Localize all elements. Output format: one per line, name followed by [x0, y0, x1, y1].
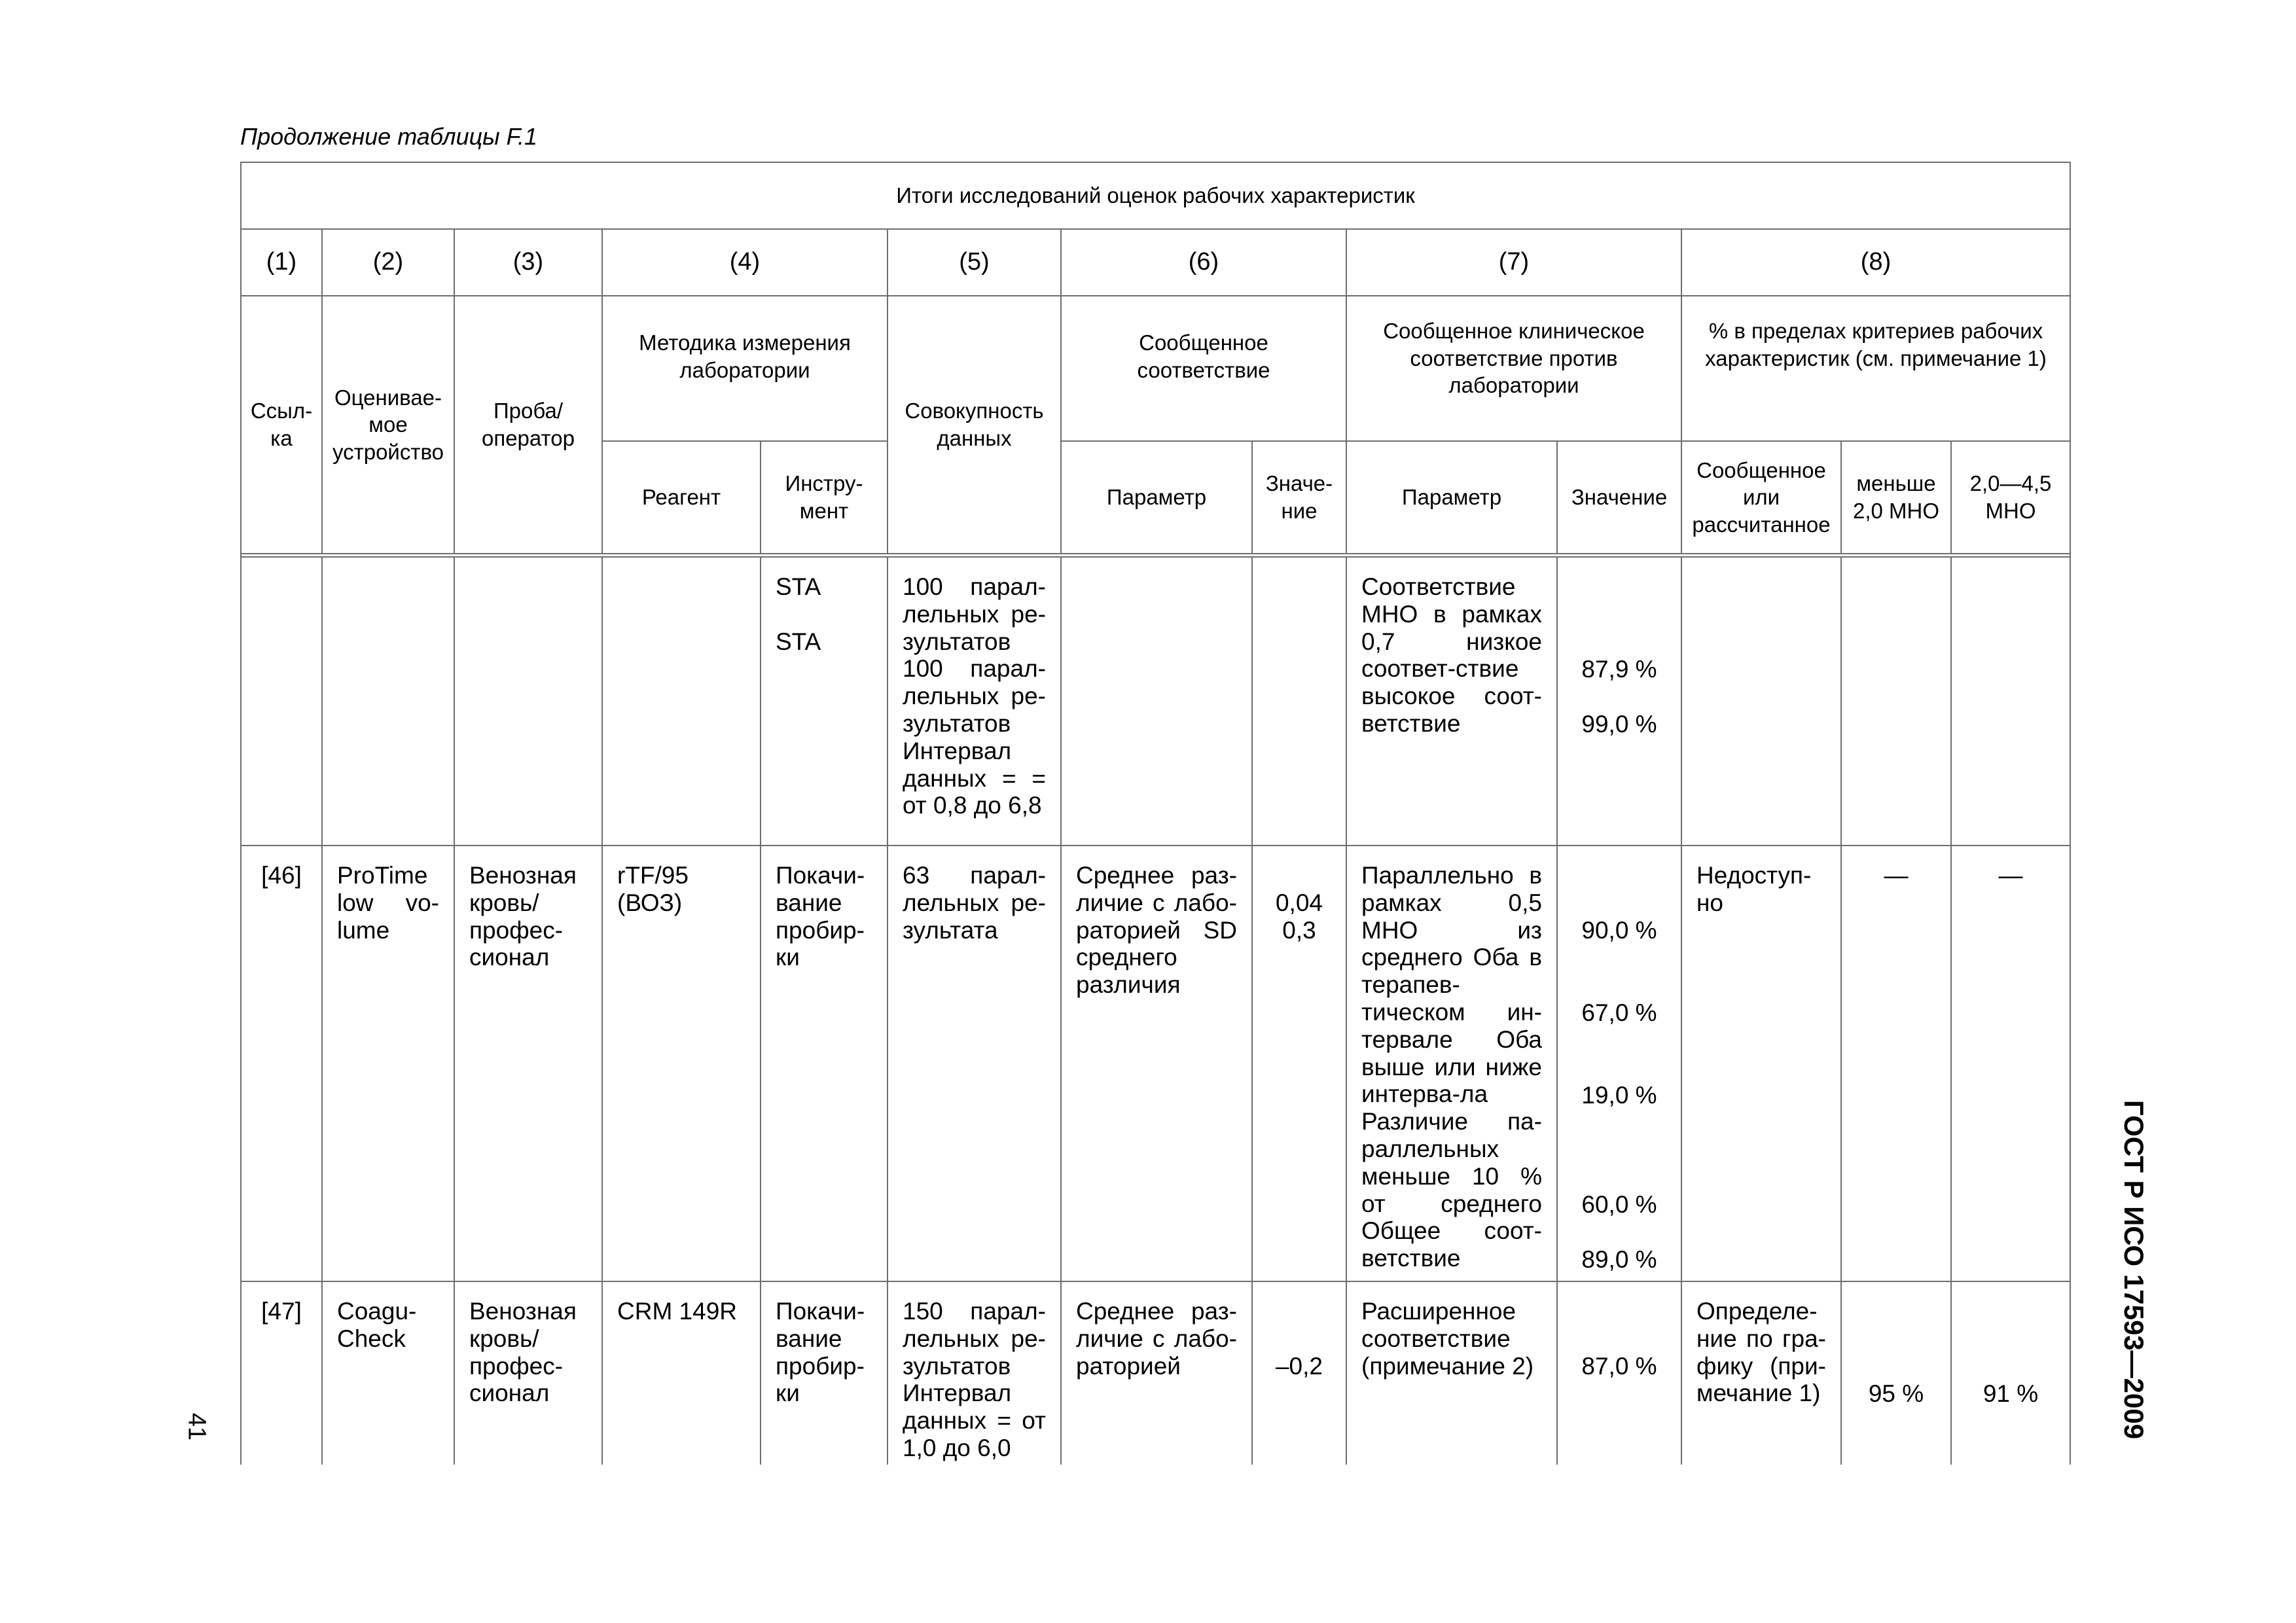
device-cell: Coagu-Check — [322, 1281, 454, 1465]
sample-cell: Венозная кровь/ профес-сионал — [454, 846, 602, 1281]
document-standard-label — [2108, 1086, 2160, 1453]
instrument-cell: Покачи-вание пробир-ки — [761, 846, 888, 1281]
header-clinical-param: Параметр — [1346, 441, 1557, 554]
header-clinical: Сообщенное клиническое соответствие против лаборатории — [1346, 296, 1681, 441]
criteria-range-cell: 91 % — [1951, 1281, 2070, 1465]
reagent-cell: rTF/95 (ВОЗ) — [602, 846, 761, 1281]
header-reported-value: Значе-ние — [1252, 441, 1346, 554]
col-number: (7) — [1346, 229, 1681, 296]
reported-param-cell: Среднее раз-личие с лабо-раторией SD среднего различия — [1061, 846, 1252, 1281]
header-ref: Ссыл-ка — [241, 296, 322, 554]
instrument-cell — [761, 557, 888, 846]
ref-cell: [46] — [241, 846, 322, 1281]
header-criteria: % в пределах критериев рабочих характеристик (см. примечание 1) — [1681, 296, 2070, 441]
criteria-lt2-cell: — — [1841, 846, 1951, 1281]
col-number: (8) — [1681, 229, 2070, 296]
header-sample: Проба/ оператор — [454, 296, 602, 554]
header-reagent: Реагент — [602, 441, 761, 554]
table-caption: Продолжение таблицы F.1 — [240, 123, 538, 150]
header-device: Оценивае-мое устройство — [322, 296, 454, 554]
criteria-range-cell: — — [1951, 846, 2070, 1281]
header-clinical-value: Значение — [1557, 441, 1681, 554]
clinical-param-cell: Расширенное соответствие (примечание 2) — [1346, 1281, 1557, 1465]
table-title: Итоги исследований оценок рабочих характеристик — [241, 162, 2070, 229]
header-criteria-reported: Сообщенное или рассчитанное — [1681, 441, 1841, 554]
col-number: (2) — [322, 229, 454, 296]
instrument-value: STA — [776, 573, 821, 600]
col-number: (6) — [1061, 229, 1346, 296]
sample-cell: Венозная кровь/ профес-сионал — [454, 1281, 602, 1465]
clinical-value-cell: 87,9 % 99,0 % — [1557, 557, 1681, 846]
instrument-value: STA — [776, 628, 821, 655]
clinical-value-cell: 87,0 % — [1557, 1281, 1681, 1465]
criteria-lt2-cell: 95 % — [1841, 1281, 1951, 1465]
standard-code: ГОСТ Р ИСО 17593—2009 — [2119, 1099, 2149, 1440]
col-number: (4) — [602, 229, 888, 296]
dataset-cell: 63 парал-лельных ре-зультата — [888, 846, 1061, 1281]
header-dataset: Совокупность данных — [888, 296, 1061, 554]
header-reported: Сообщенное соответствие — [1061, 296, 1346, 441]
page-number-text: 41 — [183, 1412, 211, 1441]
table-row — [241, 557, 2070, 846]
reported-param-cell: Среднее раз-личие с лабо-раторией — [1061, 1281, 1252, 1465]
dataset-cell: 150 парал-лельных ре-зультатов Интервал данных = от 1,0 до 6,0 — [888, 1281, 1061, 1465]
reported-value-cell: –0,2 — [1252, 1281, 1346, 1465]
header-criteria-range: 2,0—4,5 МНО — [1951, 441, 2070, 554]
device-cell: ProTime low vo-lume — [322, 846, 454, 1281]
reported-value-cell: 0,04 0,3 — [1252, 846, 1346, 1281]
results-table — [240, 162, 2071, 1465]
criteria-reported-cell: Определе-ние по гра-фику (при-мечание 1) — [1681, 1281, 1841, 1465]
dataset-cell: 100 парал-лельных ре-зультатов 100 парал-лельных ре-зультатов Интервал данных = = от 0,8 до 6,8 — [888, 557, 1061, 846]
reagent-cell: CRM 149R — [602, 1281, 761, 1465]
instrument-cell: Покачи-вание пробир-ки — [761, 1281, 888, 1465]
clinical-param-cell: Параллельно в рамках 0,5 МНО из среднего Оба в терапев-тическом ин-тервале Оба выше или ниже интерва-ла Различие па-раллельных меньше 10 % от среднего Общее соот-ветствие — [1346, 846, 1557, 1281]
header-method: Методика измерения лаборатории — [602, 296, 888, 441]
table-row — [241, 846, 2070, 1281]
table-row — [241, 1281, 2070, 1465]
clinical-value-cell: 90,0 % 67,0 % 19,0 % 60,0 % 89,0 % — [1557, 846, 1681, 1281]
col-number: (5) — [888, 229, 1061, 296]
page-number — [177, 1407, 216, 1446]
header-instrument: Инстру-мент — [761, 441, 888, 554]
header-reported-param: Параметр — [1061, 441, 1252, 554]
clinical-param-cell: Соответствие МНО в рамках 0,7 низкое соответ-ствие высокое соот-ветствие — [1346, 557, 1557, 846]
header-criteria-lt2: меньше 2,0 МНО — [1841, 441, 1951, 554]
col-number: (3) — [454, 229, 602, 296]
criteria-reported-cell: Недоступ-но — [1681, 846, 1841, 1281]
col-number: (1) — [241, 229, 322, 296]
ref-cell: [47] — [241, 1281, 322, 1465]
